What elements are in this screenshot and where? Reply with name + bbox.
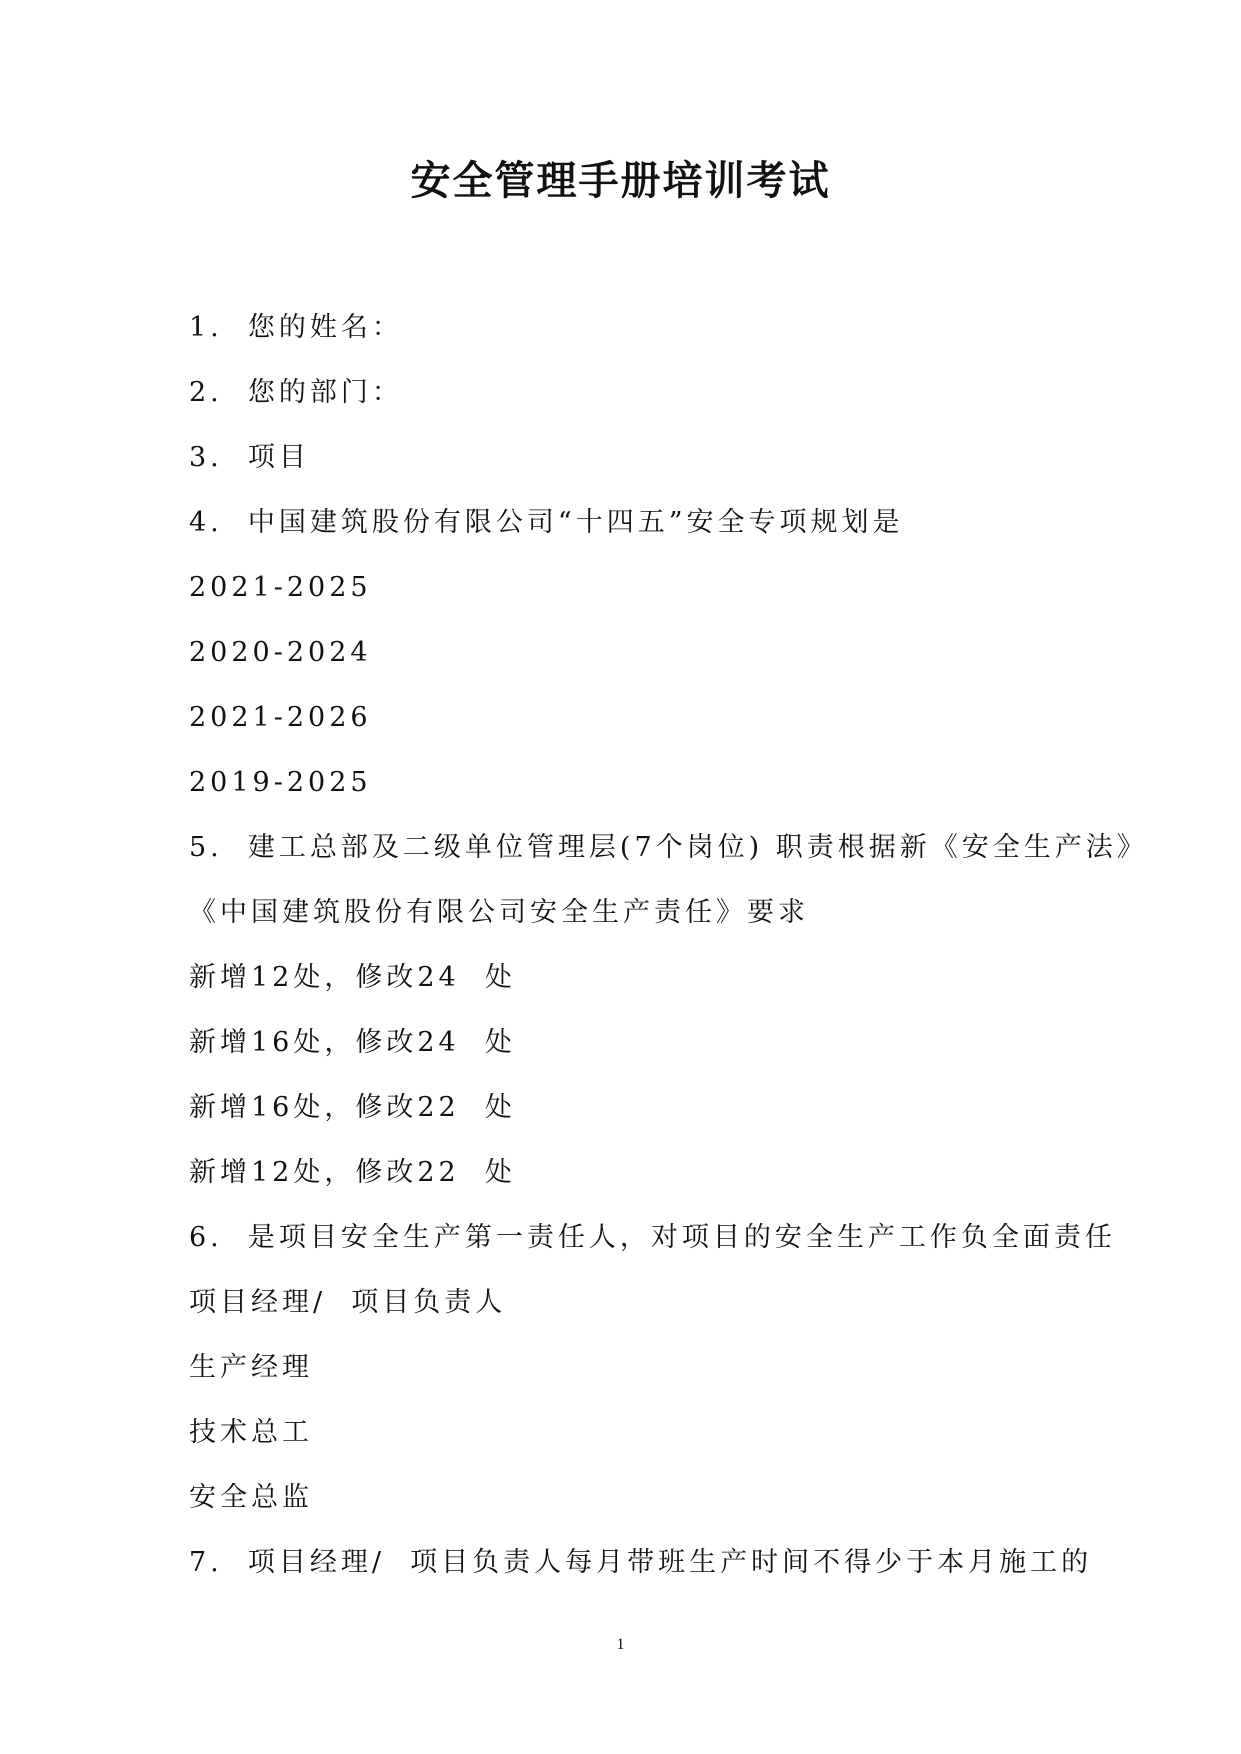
question-5-text: 5. 建工总部及二级单位管理层(7个岗位) 职责根据新《安全生产法》	[189, 832, 1148, 863]
question-5-option: 新增16处，修改22 处	[189, 1092, 516, 1123]
question-6-option: 项目经理/ 项目负责人	[189, 1287, 507, 1318]
question-4-option: 2021-2025	[189, 572, 372, 603]
exam-content	[189, 310, 1148, 1610]
question-5-option: 新增12处，修改22 处	[189, 1157, 516, 1188]
question-1-name: 1. 您的姓名：	[189, 312, 403, 343]
question-5-option: 新增16处，修改24 处	[189, 1027, 516, 1058]
question-7-text: 7. 项目经理/ 项目负责人每月带班生产时间不得少于本月施工的	[189, 1547, 1093, 1578]
question-6-option: 技术总工	[189, 1417, 313, 1448]
question-4-option: 2021-2026	[189, 702, 372, 733]
question-5-text-continued: 《中国建筑股份有限公司安全生产责任》要求	[189, 897, 809, 928]
question-4-text: 4. 中国建筑股份有限公司“十四五”安全专项规划是	[189, 507, 904, 538]
question-6-option: 生产经理	[189, 1352, 313, 1383]
question-4-option: 2019-2025	[189, 767, 372, 798]
question-6-option: 安全总监	[189, 1482, 313, 1513]
page-title: 安全管理手册培训考试	[410, 157, 831, 204]
question-2-department: 2. 您的部门：	[189, 377, 403, 408]
question-5-option: 新增12处，修改24 处	[189, 962, 516, 993]
page-number: 1	[616, 1636, 625, 1653]
question-3-project: 3. 项目	[189, 442, 310, 473]
question-6-text: 6. 是项目安全生产第一责任人，对项目的安全生产工作负全面责任	[189, 1222, 1116, 1253]
question-4-option: 2020-2024	[189, 637, 372, 668]
